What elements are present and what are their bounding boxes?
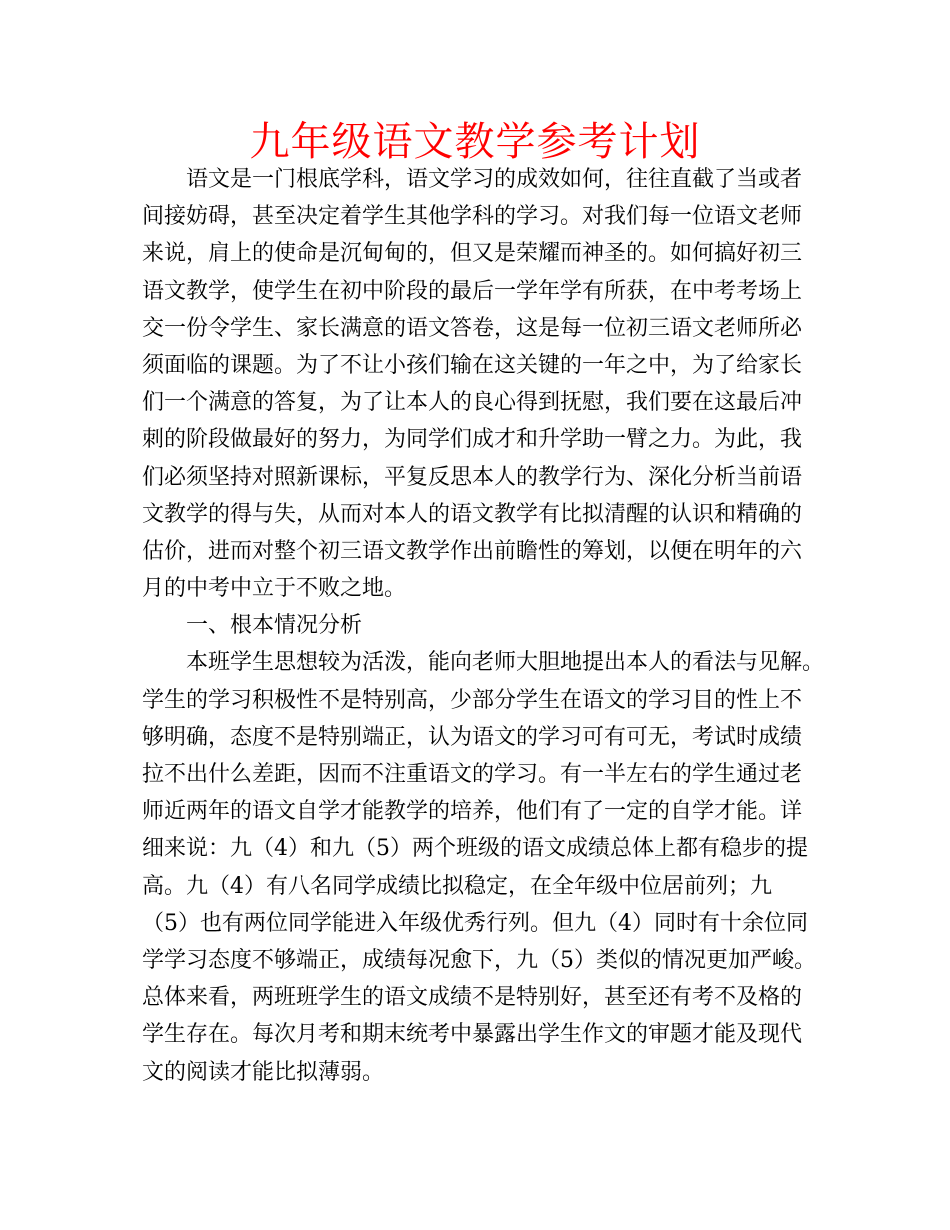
document-body bbox=[142, 161, 825, 1091]
paragraph-line: 够明确，态度不是特别端正，认为语文的学习可有可无，考试时成绩 bbox=[142, 724, 803, 750]
paragraph-line: 文教学的得与失，从而对本人的语文教学有比拟清醒的认识和精确的 bbox=[142, 501, 803, 527]
paragraph-line: 语文是一门根底学科，语文学习的成效如何，往往直截了当或者 bbox=[186, 167, 803, 192]
paragraph-line: 师近两年的语文自学才能教学的培养，他们有了一定的自学才能。详 bbox=[142, 799, 803, 825]
paragraph-line: 来说，肩上的使命是沉甸甸的，但又是荣耀而神圣的。如何搞好初三 bbox=[142, 241, 803, 267]
paragraph-line: 们一个满意的答复，为了让本人的良心得到抚慰，我们要在这最后冲 bbox=[142, 390, 803, 416]
paragraph-line: 语文教学，使学生在初中阶段的最后一学年学有所获，在中考考场上 bbox=[142, 278, 803, 304]
paragraph-line: 总体来看，两班班学生的语文成绩不是特别好，甚至还有考不及格的 bbox=[142, 985, 803, 1011]
paragraph-line: 本班学生思想较为活泼，能向老师大胆地提出本人的看法与见解。 bbox=[186, 650, 825, 676]
paragraph-line: 须面临的课题。为了不让小孩们输在这关键的一年之中，为了给家长 bbox=[142, 352, 803, 378]
document-title: 九年级语文教学参考计划 bbox=[249, 119, 701, 165]
paragraph-line: 高。九（4）有八名同学成绩比拟稳定，在全年级中位居前列；九 bbox=[142, 873, 772, 899]
paragraph-line: 文的阅读才能比拟薄弱。 bbox=[142, 1059, 385, 1085]
paragraph-line: 拉不出什么差距，因而不注重语文的学习。有一半左右的学生通过老 bbox=[142, 762, 803, 787]
paragraph-line: 月的中考中立于不败之地。 bbox=[142, 576, 407, 602]
paragraph-line: 刺的阶段做最好的努力，为同学们成才和升学助一臂之力。为此，我 bbox=[142, 427, 803, 453]
paragraph-line: 们必须坚持对照新课标，平复反思本人的教学行为、深化分析当前语 bbox=[142, 464, 803, 490]
section-heading: 一、根本情况分析 bbox=[186, 613, 363, 639]
paragraph-line: 学生的学习积极性不是特别高，少部分学生在语文的学习目的性上不 bbox=[142, 687, 803, 713]
paragraph-line: 估价，进而对整个初三语文教学作出前瞻性的筹划，以便在明年的六 bbox=[142, 538, 803, 564]
paragraph-line: （5）也有两位同学能进入年级优秀行列。但九（4）同时有十余位同 bbox=[142, 910, 808, 936]
paragraph-line: 学生存在。每次月考和期末统考中暴露出学生作文的审题才能及现代 bbox=[142, 1022, 803, 1048]
paragraph-line: 细来说：九（4）和九（5）两个班级的语文成绩总体上都有稳步的提 bbox=[142, 836, 808, 862]
paragraph-line: 交一份令学生、家长满意的语文答卷，这是每一位初三语文老师所必 bbox=[142, 315, 803, 341]
paragraph-line: 学学习态度不够端正，成绩每况愈下，九（5）类似的情况更加严峻。 bbox=[142, 947, 816, 973]
paragraph-line: 间接妨碍，甚至决定着学生其他学科的学习。对我们每一位语文老师 bbox=[142, 204, 803, 230]
